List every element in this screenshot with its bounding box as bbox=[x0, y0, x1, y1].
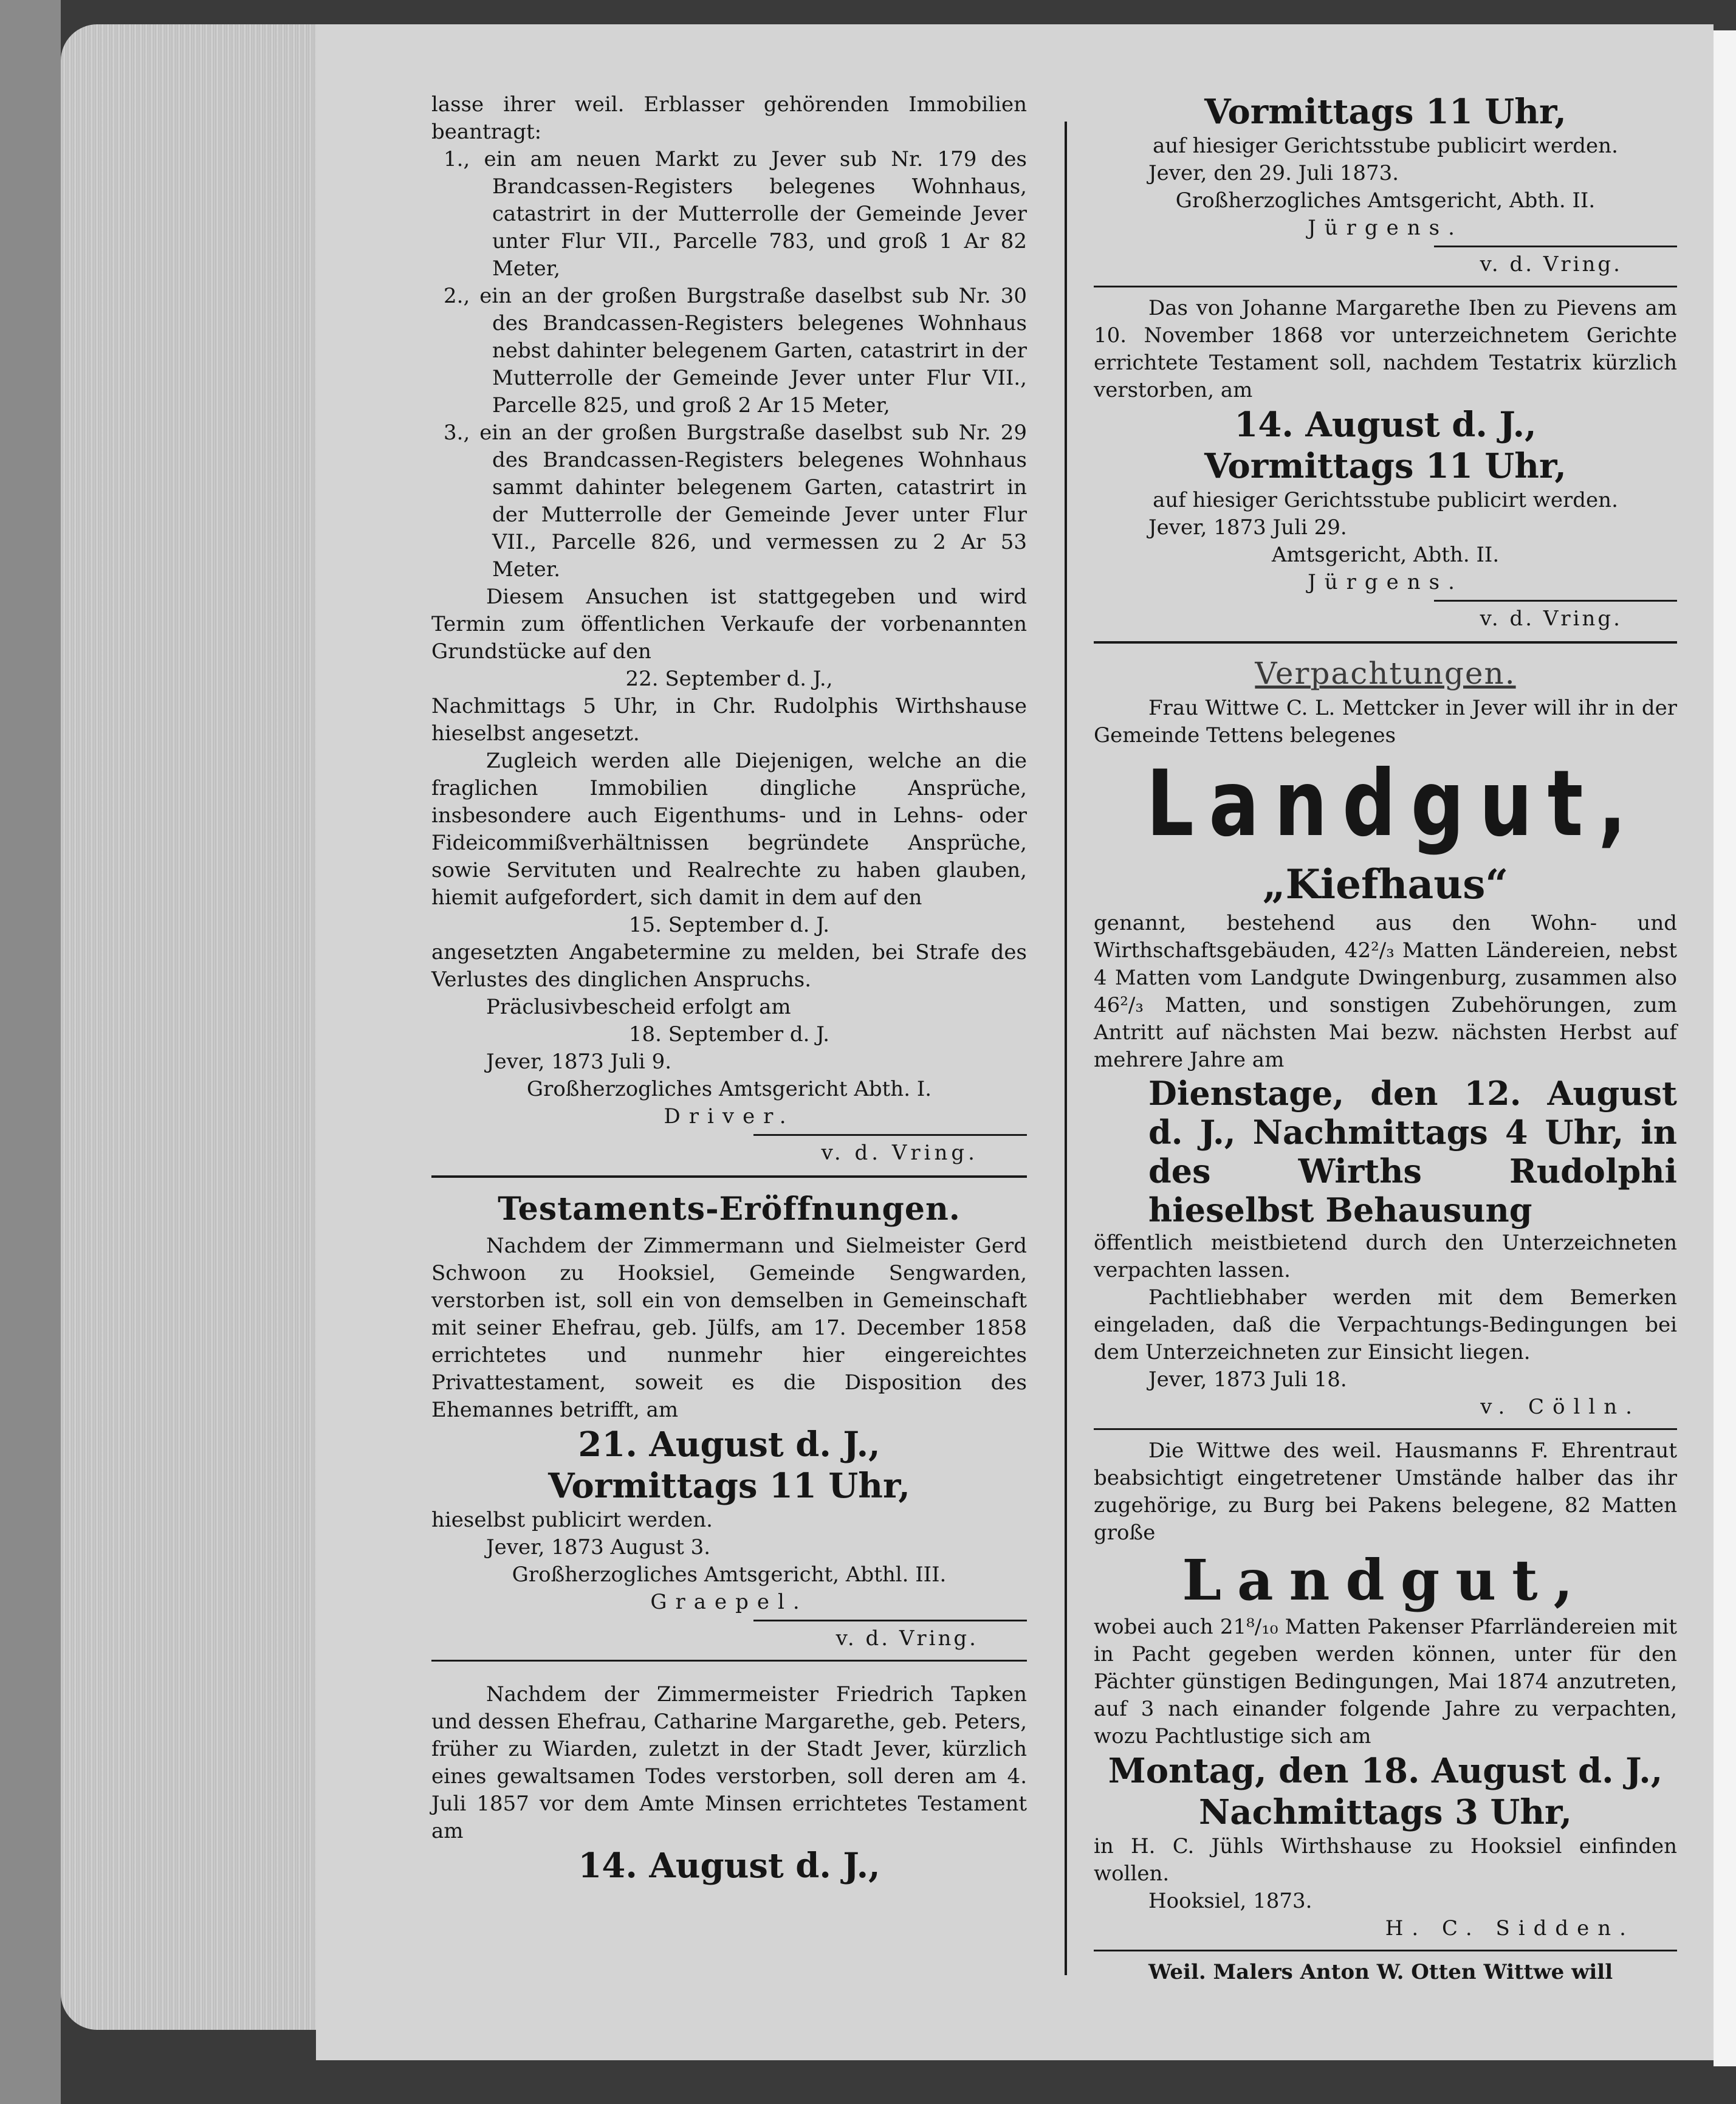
signature-rule bbox=[1434, 246, 1677, 247]
place-date: Hooksiel, 1873. bbox=[1148, 1889, 1312, 1913]
testament-text: Nachdem der Zimmermann und Sielmeister Gerd Schwoon zu Hooksiel, Gemeinde Sengwarden, verstorben ist, soll ein von demselben in Gemeinschaft mit seiner Ehefrau, geb. Jülfs, am 17. December 1858 errichtetes und nunmehr hier eingereichtes Privattestament, soweit es die Disposition des Ehemannes betrifft, am bbox=[431, 1234, 1027, 1422]
section-separator bbox=[1094, 286, 1677, 287]
testament-date: 21. August d. J., bbox=[578, 1425, 880, 1465]
lease-intro: Frau Wittwe C. L. Mettcker in Jever will ihr in der Gemeinde Tettens belegenes bbox=[1094, 696, 1677, 748]
item-number: 3., bbox=[444, 421, 470, 445]
auction-paragraph: angesetzten Angabetermine zu melden, bei Strafe des Verlustes des dinglichen Anspruchs. bbox=[431, 940, 1027, 992]
auction-item-3 bbox=[431, 419, 1027, 583]
publication-after: auf hiesiger Gerichtsstube publicirt werden. bbox=[1153, 488, 1618, 512]
signature: Jürgens. bbox=[1308, 216, 1463, 240]
lease-text: genannt, bestehend aus den Wohn- und Wirthschaftsgebäuden, 42²/₃ Matten Ländereien, nebst 4 Matten vom Landgute Dwingenburg, zusammen also 46²/₃ Matten, und sonstigen Zubehörungen, zum Antritt auf nächsten Mai bezw. nächsten Herbst auf mehrere Jahre am bbox=[1094, 911, 1677, 1072]
lease-text: wobei auch 21⁸/₁₀ Matten Pakenser Pfarrländereien mit in Pacht gegeben werden können, unter für den Pächter günstigen Bedingungen, Mai 1874 anzutreten, auf 3 nach einander folgende Jahre zu verpachten, wozu Pachtlustige sich am bbox=[1094, 1615, 1677, 1748]
lease-intro: Die Wittwe des weil. Hausmanns F. Ehrentraut beabsichtigt eingetretener Umstände halber das ihr zugehörige, zu Burg bei Pakens belegene, 82 Matten große bbox=[1094, 1439, 1677, 1545]
section-separator bbox=[1094, 1428, 1677, 1430]
section-separator bbox=[1094, 641, 1677, 644]
court-name: Großherzogliches Amtsgericht, Abth. II. bbox=[1175, 188, 1596, 213]
spacer bbox=[431, 1669, 1027, 1681]
publication-after: auf hiesiger Gerichtsstube publicirt werden. bbox=[1153, 134, 1618, 158]
clerk-signature: v. d. Vring. bbox=[1480, 607, 1622, 631]
next-page-edge bbox=[1714, 30, 1736, 2066]
signature-rule bbox=[753, 1134, 1027, 1136]
lease-date-time: Dienstage, den 12. August d. J., Nachmittags 4 Uhr, in des Wirths Rudolphi hieselbst Behausung bbox=[1148, 1074, 1677, 1229]
claim-date: 15. September d. J. bbox=[628, 913, 830, 937]
section-heading: Testaments-Eröffnungen. bbox=[498, 1191, 961, 1228]
section-separator bbox=[1094, 1950, 1677, 1951]
auction-item-1 bbox=[431, 146, 1027, 283]
court-name: Amtsgericht, Abth. II. bbox=[1271, 543, 1500, 567]
place-date: Jever, 1873 August 3. bbox=[486, 1535, 711, 1559]
signature-rule bbox=[1434, 600, 1677, 602]
auction-paragraph: Diesem Ansuchen ist stattgegeben und wird Termin zum öffentlichen Verkaufe der vorbenannten Grundstücke auf den bbox=[431, 585, 1027, 664]
item-text: ein an der großen Burgstraße daselbst sub Nr. 30 des Brandcassen-Registers belegenes Wohnhaus nebst dahinter belegenem Garten, catastrirt in der Mutterrolle der Gemeinde Jever unter Flur VII., Parcelle 825, und groß 2 Ar 15 Meter, bbox=[479, 284, 1027, 418]
place-date: Jever, 1873 Juli 18. bbox=[1148, 1367, 1347, 1392]
testament-time: Vormittags 11 Uhr, bbox=[548, 1466, 910, 1506]
auction-paragraph: Präclusivbescheid erfolgt am bbox=[486, 995, 791, 1019]
court-name: Großherzogliches Amtsgericht, Abthl. III. bbox=[512, 1563, 947, 1587]
signature: Graepel. bbox=[650, 1590, 808, 1614]
auction-paragraph: Zugleich werden alle Diejenigen, welche an die fraglichen Immobilien dingliche Ansprüche, insbesondere auch Eigenthums- und in Lehns- oder Fideicommißverhältnissen begründete Ansprüche, sowie Servituten und Realrechte zu haben glauben, hiemit aufgefordert, sich damit in dem auf den bbox=[431, 749, 1027, 910]
clerk-signature: v. d. Vring. bbox=[821, 1141, 978, 1165]
section-heading: Verpachtungen. bbox=[1255, 656, 1516, 691]
place-date: Jever, 1873 Juli 29. bbox=[1148, 515, 1347, 540]
clerk-signature: v. d. Vring. bbox=[1480, 252, 1622, 277]
auction-intro: lasse ihrer weil. Erblasser gehörenden Immobilien beantragt: bbox=[431, 92, 1027, 144]
item-text: ein an der großen Burgstraße daselbst sub Nr. 29 des Brandcassen-Registers belegenes Wohnhaus sammt dahinter belegenem Garten, catastrirt in der Mutterrolle der Gemeinde Jever unter Flur VII., Parcelle 826, und vermessen zu 2 Ar 53 Meter. bbox=[479, 421, 1027, 582]
place-date: Jever, den 29. Juli 1873. bbox=[1148, 161, 1399, 185]
lease-after: in H. C. Jühls Wirthshause zu Hooksiel einfinden wollen. bbox=[1094, 1834, 1677, 1886]
testament-time: Vormittags 11 Uhr, bbox=[1204, 446, 1566, 486]
left-column bbox=[431, 91, 1027, 1886]
page-stack bbox=[61, 24, 316, 2030]
item-number: 1., bbox=[444, 147, 470, 171]
testament-text: Nachdem der Zimmermeister Friedrich Tapken und dessen Ehefrau, Catharine Margarethe, geb. Peters, früher zu Wiarden, zuletzt in der Stadt Jever, kürzlich eines gewaltsamen Todes verstorben, soll deren am 4. Juli 1857 vor dem Amte Minsen errichtetes Testament am bbox=[431, 1682, 1027, 1843]
signature: v. Cölln. bbox=[1480, 1395, 1641, 1419]
lease-headline: Landgut, bbox=[1182, 1547, 1589, 1613]
auction-paragraph: Nachmittags 5 Uhr, in Chr. Rudolphis Wirthshause hieselbst angesetzt. bbox=[431, 694, 1027, 746]
testament-date: 14. August d. J., bbox=[578, 1846, 880, 1886]
preclusion-date: 18. September d. J. bbox=[628, 1022, 830, 1047]
testament-text: Das von Johanne Margarethe Iben zu Pievens am 10. November 1868 vor unterzeichnetem Gerichte errichtete Testament soll, nachdem Testatrix kürzlich verstorben, am bbox=[1094, 296, 1677, 402]
testament-after: hieselbst publicirt werden. bbox=[431, 1508, 713, 1532]
clerk-signature: v. d. Vring. bbox=[835, 1626, 978, 1651]
signature: Driver. bbox=[664, 1104, 795, 1129]
lease-headline: Landgut, bbox=[1146, 751, 1642, 857]
signature: H. C. Sidden. bbox=[1385, 1916, 1635, 1941]
section-separator bbox=[431, 1660, 1027, 1662]
place-date: Jever, 1873 Juli 9. bbox=[486, 1050, 672, 1074]
signature: Jürgens. bbox=[1308, 570, 1463, 594]
lease-after: öffentlich meistbietend durch den Unterzeichneten verpachten lassen. bbox=[1094, 1231, 1677, 1282]
lease-date: Montag, den 18. August d. J., bbox=[1108, 1751, 1663, 1791]
auction-item-2 bbox=[431, 283, 1027, 419]
estate-name: „Kiefhaus“ bbox=[1262, 861, 1509, 908]
section-separator bbox=[431, 1175, 1027, 1178]
signature-rule bbox=[753, 1620, 1027, 1621]
lease-intro: Weil. Malers Anton W. Otten Wittwe will bbox=[1148, 1960, 1613, 1984]
court-name: Großherzogliches Amtsgericht Abth. I. bbox=[526, 1077, 932, 1101]
item-number: 2., bbox=[444, 284, 470, 308]
book-edge bbox=[0, 0, 61, 2104]
column-rule bbox=[1065, 122, 1067, 1975]
right-column bbox=[1094, 91, 1677, 1986]
testament-date: 14. August d. J., bbox=[1234, 405, 1537, 445]
publication-time: Vormittags 11 Uhr, bbox=[1204, 92, 1566, 132]
lease-time: Nachmittags 3 Uhr, bbox=[1199, 1792, 1572, 1832]
lease-paragraph: Pachtliebhaber werden mit dem Bemerken eingeladen, daß die Verpachtungs-Bedingungen bei dem Unterzeichneten zur Einsicht liegen. bbox=[1094, 1285, 1677, 1364]
auction-date: 22. September d. J., bbox=[625, 667, 833, 691]
item-text: ein am neuen Markt zu Jever sub Nr. 179 des Brandcassen-Registers belegenes Wohnhaus, catastrirt in der Mutterrolle der Gemeinde Jever unter Flur VII., Parcelle 783, und groß 1 Ar 82 Meter, bbox=[484, 147, 1027, 281]
